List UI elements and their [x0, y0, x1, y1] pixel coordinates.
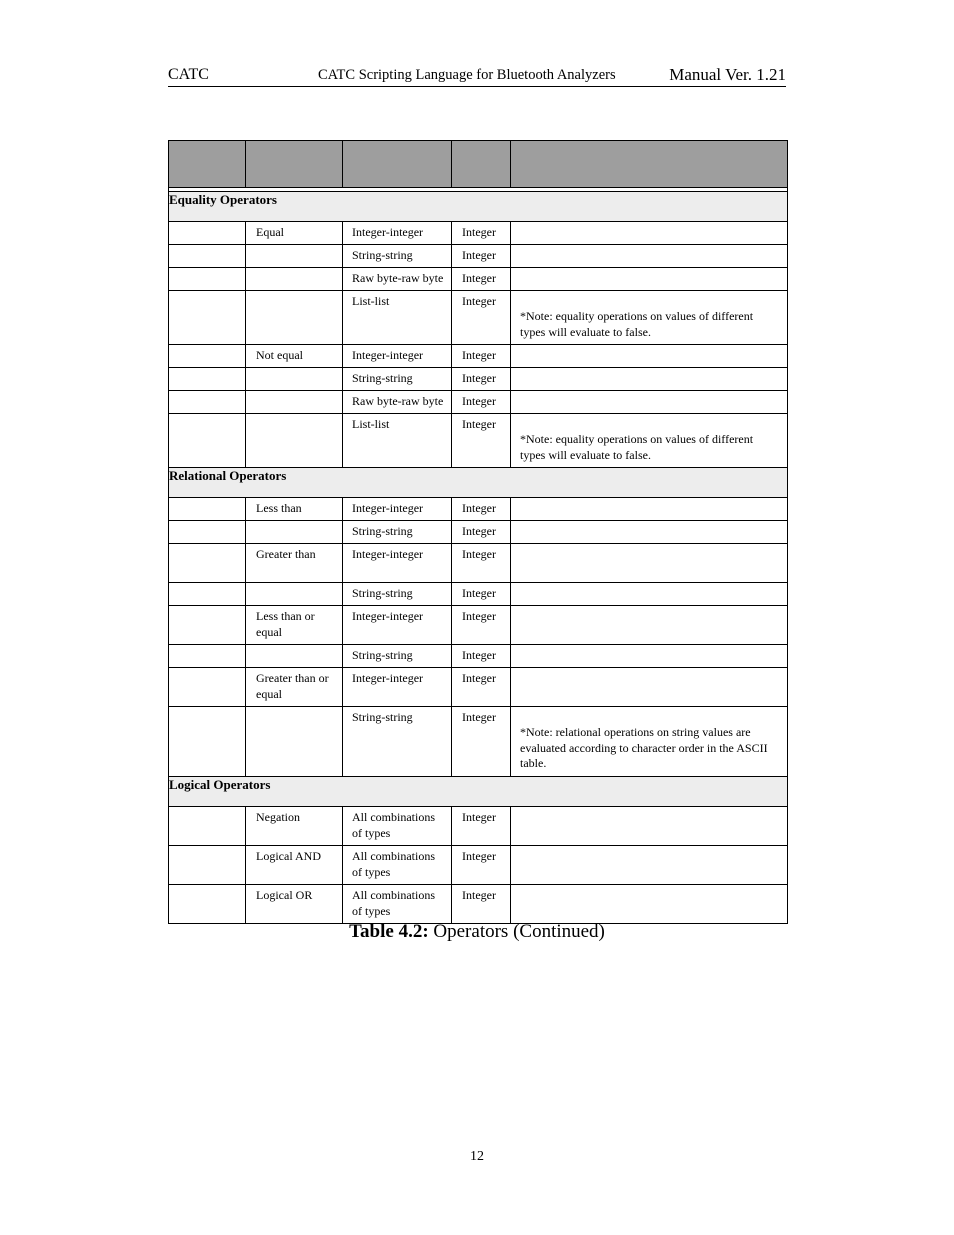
operator-symbol-cell — [169, 583, 246, 606]
operation-text: Less than — [256, 501, 302, 515]
operand-types-cell — [343, 807, 452, 846]
note-text — [511, 222, 787, 244]
operator-symbol-cell — [169, 414, 246, 468]
table-header-row — [169, 141, 788, 188]
note-cell — [511, 498, 788, 521]
note-cell — [511, 885, 788, 924]
table-row — [169, 606, 788, 645]
operand-types-cell — [343, 885, 452, 924]
note-cell — [511, 345, 788, 368]
result-type-cell — [452, 498, 511, 521]
operand-types-text: Integer-integer — [352, 671, 424, 685]
operator-symbol-cell — [169, 606, 246, 645]
header-cell — [343, 141, 452, 188]
operand-types-cell — [343, 583, 452, 606]
operation-text — [246, 291, 342, 294]
result-type-text: Integer — [462, 524, 496, 538]
note-cell — [511, 707, 788, 777]
note-text — [511, 521, 787, 543]
operand-types-text: All combinations of types — [352, 849, 435, 879]
table-row — [169, 645, 788, 668]
operand-types-text: String-string — [352, 248, 413, 262]
result-type-cell — [452, 846, 511, 885]
result-type-text: Integer — [462, 888, 496, 902]
table-row — [169, 544, 788, 583]
page-header — [168, 62, 786, 87]
note-text — [511, 544, 787, 566]
result-type-text: Integer — [462, 547, 496, 561]
operation-cell — [246, 846, 343, 885]
result-type-text: Integer — [462, 501, 496, 515]
result-type-cell — [452, 521, 511, 544]
table-row — [169, 885, 788, 924]
operation-cell — [246, 268, 343, 291]
operator-symbol-cell — [169, 245, 246, 268]
note-cell — [511, 521, 788, 544]
operand-types-cell — [343, 414, 452, 468]
operator-symbol-cell — [169, 498, 246, 521]
table-row — [169, 222, 788, 245]
result-type-text: Integer — [462, 417, 496, 431]
note-cell — [511, 645, 788, 668]
result-type-cell — [452, 645, 511, 668]
operand-types-text: String-string — [352, 710, 413, 724]
operation-cell — [246, 521, 343, 544]
result-type-cell — [452, 345, 511, 368]
result-type-text: Integer — [462, 371, 496, 385]
operand-types-cell — [343, 368, 452, 391]
operand-types-text: Integer-integer — [352, 225, 424, 239]
operand-types-cell — [343, 345, 452, 368]
operand-types-cell — [343, 391, 452, 414]
operation-text — [246, 707, 342, 710]
note-cell — [511, 668, 788, 707]
header-cell — [169, 141, 246, 188]
operator-symbol-cell — [169, 707, 246, 777]
operand-types-cell — [343, 846, 452, 885]
section-header-row — [169, 192, 788, 222]
note-cell — [511, 583, 788, 606]
section-header-row — [169, 468, 788, 498]
note-cell — [511, 544, 788, 583]
table-caption — [0, 921, 954, 943]
operation-text: Logical OR — [256, 888, 313, 902]
operand-types-text: String-string — [352, 371, 413, 385]
operator-symbol-cell — [169, 368, 246, 391]
page-number: 12 — [470, 1149, 484, 1164]
operand-types-text: Raw byte-raw byte — [352, 394, 444, 408]
note-text — [511, 245, 787, 267]
operand-types-text: List-list — [352, 417, 390, 431]
operation-text — [246, 391, 342, 394]
note-text — [511, 498, 787, 520]
note-text — [511, 368, 787, 390]
note-cell — [511, 222, 788, 245]
note-cell — [511, 846, 788, 885]
operand-types-text: Integer-integer — [352, 547, 424, 561]
result-type-text: Integer — [462, 710, 496, 724]
result-type-text: Integer — [462, 348, 496, 362]
header-company: CATC — [168, 66, 209, 83]
note-text: *Note: equality operations on values of different types will evaluate to false. — [520, 432, 754, 462]
note-text — [511, 668, 787, 690]
operand-types-cell — [343, 245, 452, 268]
result-type-text: Integer — [462, 225, 496, 239]
operation-text: Not equal — [256, 348, 303, 362]
operation-text — [246, 268, 342, 271]
operand-types-cell — [343, 291, 452, 345]
note-cell — [511, 245, 788, 268]
operation-cell — [246, 645, 343, 668]
operation-cell — [246, 498, 343, 521]
operand-types-text: String-string — [352, 524, 413, 538]
operand-types-cell — [343, 645, 452, 668]
operation-cell — [246, 668, 343, 707]
table-row — [169, 368, 788, 391]
operand-types-text: String-string — [352, 648, 413, 662]
result-type-cell — [452, 414, 511, 468]
result-type-text: Integer — [462, 648, 496, 662]
operand-types-cell — [343, 707, 452, 777]
operator-symbol-cell — [169, 268, 246, 291]
operation-text — [246, 368, 342, 371]
note-cell — [511, 606, 788, 645]
operand-types-cell — [343, 222, 452, 245]
operation-cell — [246, 222, 343, 245]
result-type-cell — [452, 544, 511, 583]
operator-symbol-cell — [169, 222, 246, 245]
table-row — [169, 268, 788, 291]
operator-symbol-cell — [169, 521, 246, 544]
note-text — [511, 846, 787, 868]
operation-cell — [246, 368, 343, 391]
caption-label: Table 4.2: — [349, 921, 429, 942]
note-cell — [511, 291, 788, 345]
operation-text: Logical AND — [256, 849, 321, 863]
note-text — [511, 345, 787, 367]
operator-symbol-cell — [169, 345, 246, 368]
operator-symbol-cell — [169, 291, 246, 345]
note-text — [511, 391, 787, 413]
operand-types-cell — [343, 544, 452, 583]
result-type-text: Integer — [462, 810, 496, 824]
operator-symbol-cell — [169, 544, 246, 583]
result-type-cell — [452, 668, 511, 707]
table-row — [169, 245, 788, 268]
note-text — [511, 606, 787, 628]
operand-types-text: Raw byte-raw byte — [352, 271, 444, 285]
note-cell — [511, 414, 788, 468]
result-type-cell — [452, 707, 511, 777]
operand-types-text: String-string — [352, 586, 413, 600]
table-row — [169, 583, 788, 606]
result-type-text: Integer — [462, 609, 496, 623]
operand-types-text: All combinations of types — [352, 888, 435, 918]
note-text: *Note: relational operations on string values are evaluated according to character order in the ASCII table. — [520, 725, 768, 770]
note-text — [511, 645, 787, 667]
note-text — [511, 885, 787, 907]
note-text: *Note: equality operations on values of different types will evaluate to false. — [520, 309, 754, 339]
result-type-cell — [452, 222, 511, 245]
result-type-cell — [452, 245, 511, 268]
table-row — [169, 807, 788, 846]
result-type-cell — [452, 885, 511, 924]
operation-cell — [246, 583, 343, 606]
result-type-text: Integer — [462, 671, 496, 685]
operand-types-text: Integer-integer — [352, 609, 424, 623]
result-type-cell — [452, 583, 511, 606]
result-type-cell — [452, 268, 511, 291]
operation-text — [246, 414, 342, 417]
result-type-text: Integer — [462, 849, 496, 863]
operation-cell — [246, 414, 343, 468]
section-title: Relational Operators — [169, 468, 788, 498]
note-text — [511, 583, 787, 605]
section-header-row — [169, 777, 788, 807]
section-title: Equality Operators — [169, 192, 788, 222]
result-type-cell — [452, 606, 511, 645]
header-cell — [452, 141, 511, 188]
note-text — [511, 807, 787, 829]
result-type-text: Integer — [462, 394, 496, 408]
operation-text: Less than or equal — [256, 609, 315, 639]
operator-symbol-cell — [169, 885, 246, 924]
table-row — [169, 668, 788, 707]
operand-types-text: All combinations of types — [352, 810, 435, 840]
operation-cell — [246, 291, 343, 345]
header-cell — [246, 141, 343, 188]
operation-text — [246, 645, 342, 648]
note-cell — [511, 368, 788, 391]
table-row — [169, 707, 788, 777]
operator-symbol-cell — [169, 807, 246, 846]
operators-table-body — [169, 192, 788, 924]
operation-cell — [246, 245, 343, 268]
operation-cell — [246, 544, 343, 583]
result-type-text: Integer — [462, 586, 496, 600]
table-row — [169, 391, 788, 414]
section-title: Logical Operators — [169, 777, 788, 807]
operator-symbol-cell — [169, 846, 246, 885]
table-row — [169, 498, 788, 521]
note-cell — [511, 391, 788, 414]
result-type-cell — [452, 391, 511, 414]
operand-types-text: List-list — [352, 294, 390, 308]
operand-types-cell — [343, 268, 452, 291]
result-type-cell — [452, 291, 511, 345]
operation-cell — [246, 345, 343, 368]
operation-cell — [246, 391, 343, 414]
note-cell — [511, 268, 788, 291]
operation-text: Negation — [256, 810, 300, 824]
operand-types-cell — [343, 521, 452, 544]
operator-symbol-cell — [169, 391, 246, 414]
operation-cell — [246, 707, 343, 777]
table-row — [169, 414, 788, 468]
operator-symbol-cell — [169, 645, 246, 668]
header-document-title: CATC Scripting Language for Bluetooth Analyzers — [318, 67, 616, 83]
operand-types-text: Integer-integer — [352, 501, 424, 515]
operand-types-cell — [343, 498, 452, 521]
operation-text: Greater than or equal — [256, 671, 329, 701]
operand-types-cell — [343, 606, 452, 645]
result-type-text: Integer — [462, 248, 496, 262]
operation-text — [246, 521, 342, 524]
note-cell — [511, 807, 788, 846]
operation-text — [246, 583, 342, 586]
header-manual-version: Manual Ver. 1.21 — [669, 65, 786, 84]
result-type-text: Integer — [462, 271, 496, 285]
operation-text: Equal — [256, 225, 284, 239]
result-type-cell — [452, 807, 511, 846]
table-row — [169, 521, 788, 544]
result-type-text: Integer — [462, 294, 496, 308]
table-row — [169, 345, 788, 368]
operation-text: Greater than — [256, 547, 316, 561]
caption-text: Operators (Continued) — [433, 921, 605, 942]
operators-table — [168, 140, 788, 924]
operator-symbol-cell — [169, 668, 246, 707]
operation-text — [246, 245, 342, 248]
table-row — [169, 291, 788, 345]
table-row — [169, 846, 788, 885]
operand-types-text: Integer-integer — [352, 348, 424, 362]
operation-cell — [246, 885, 343, 924]
operation-cell — [246, 606, 343, 645]
header-cell — [511, 141, 788, 188]
note-text — [511, 268, 787, 290]
operand-types-cell — [343, 668, 452, 707]
result-type-cell — [452, 368, 511, 391]
operation-cell — [246, 807, 343, 846]
